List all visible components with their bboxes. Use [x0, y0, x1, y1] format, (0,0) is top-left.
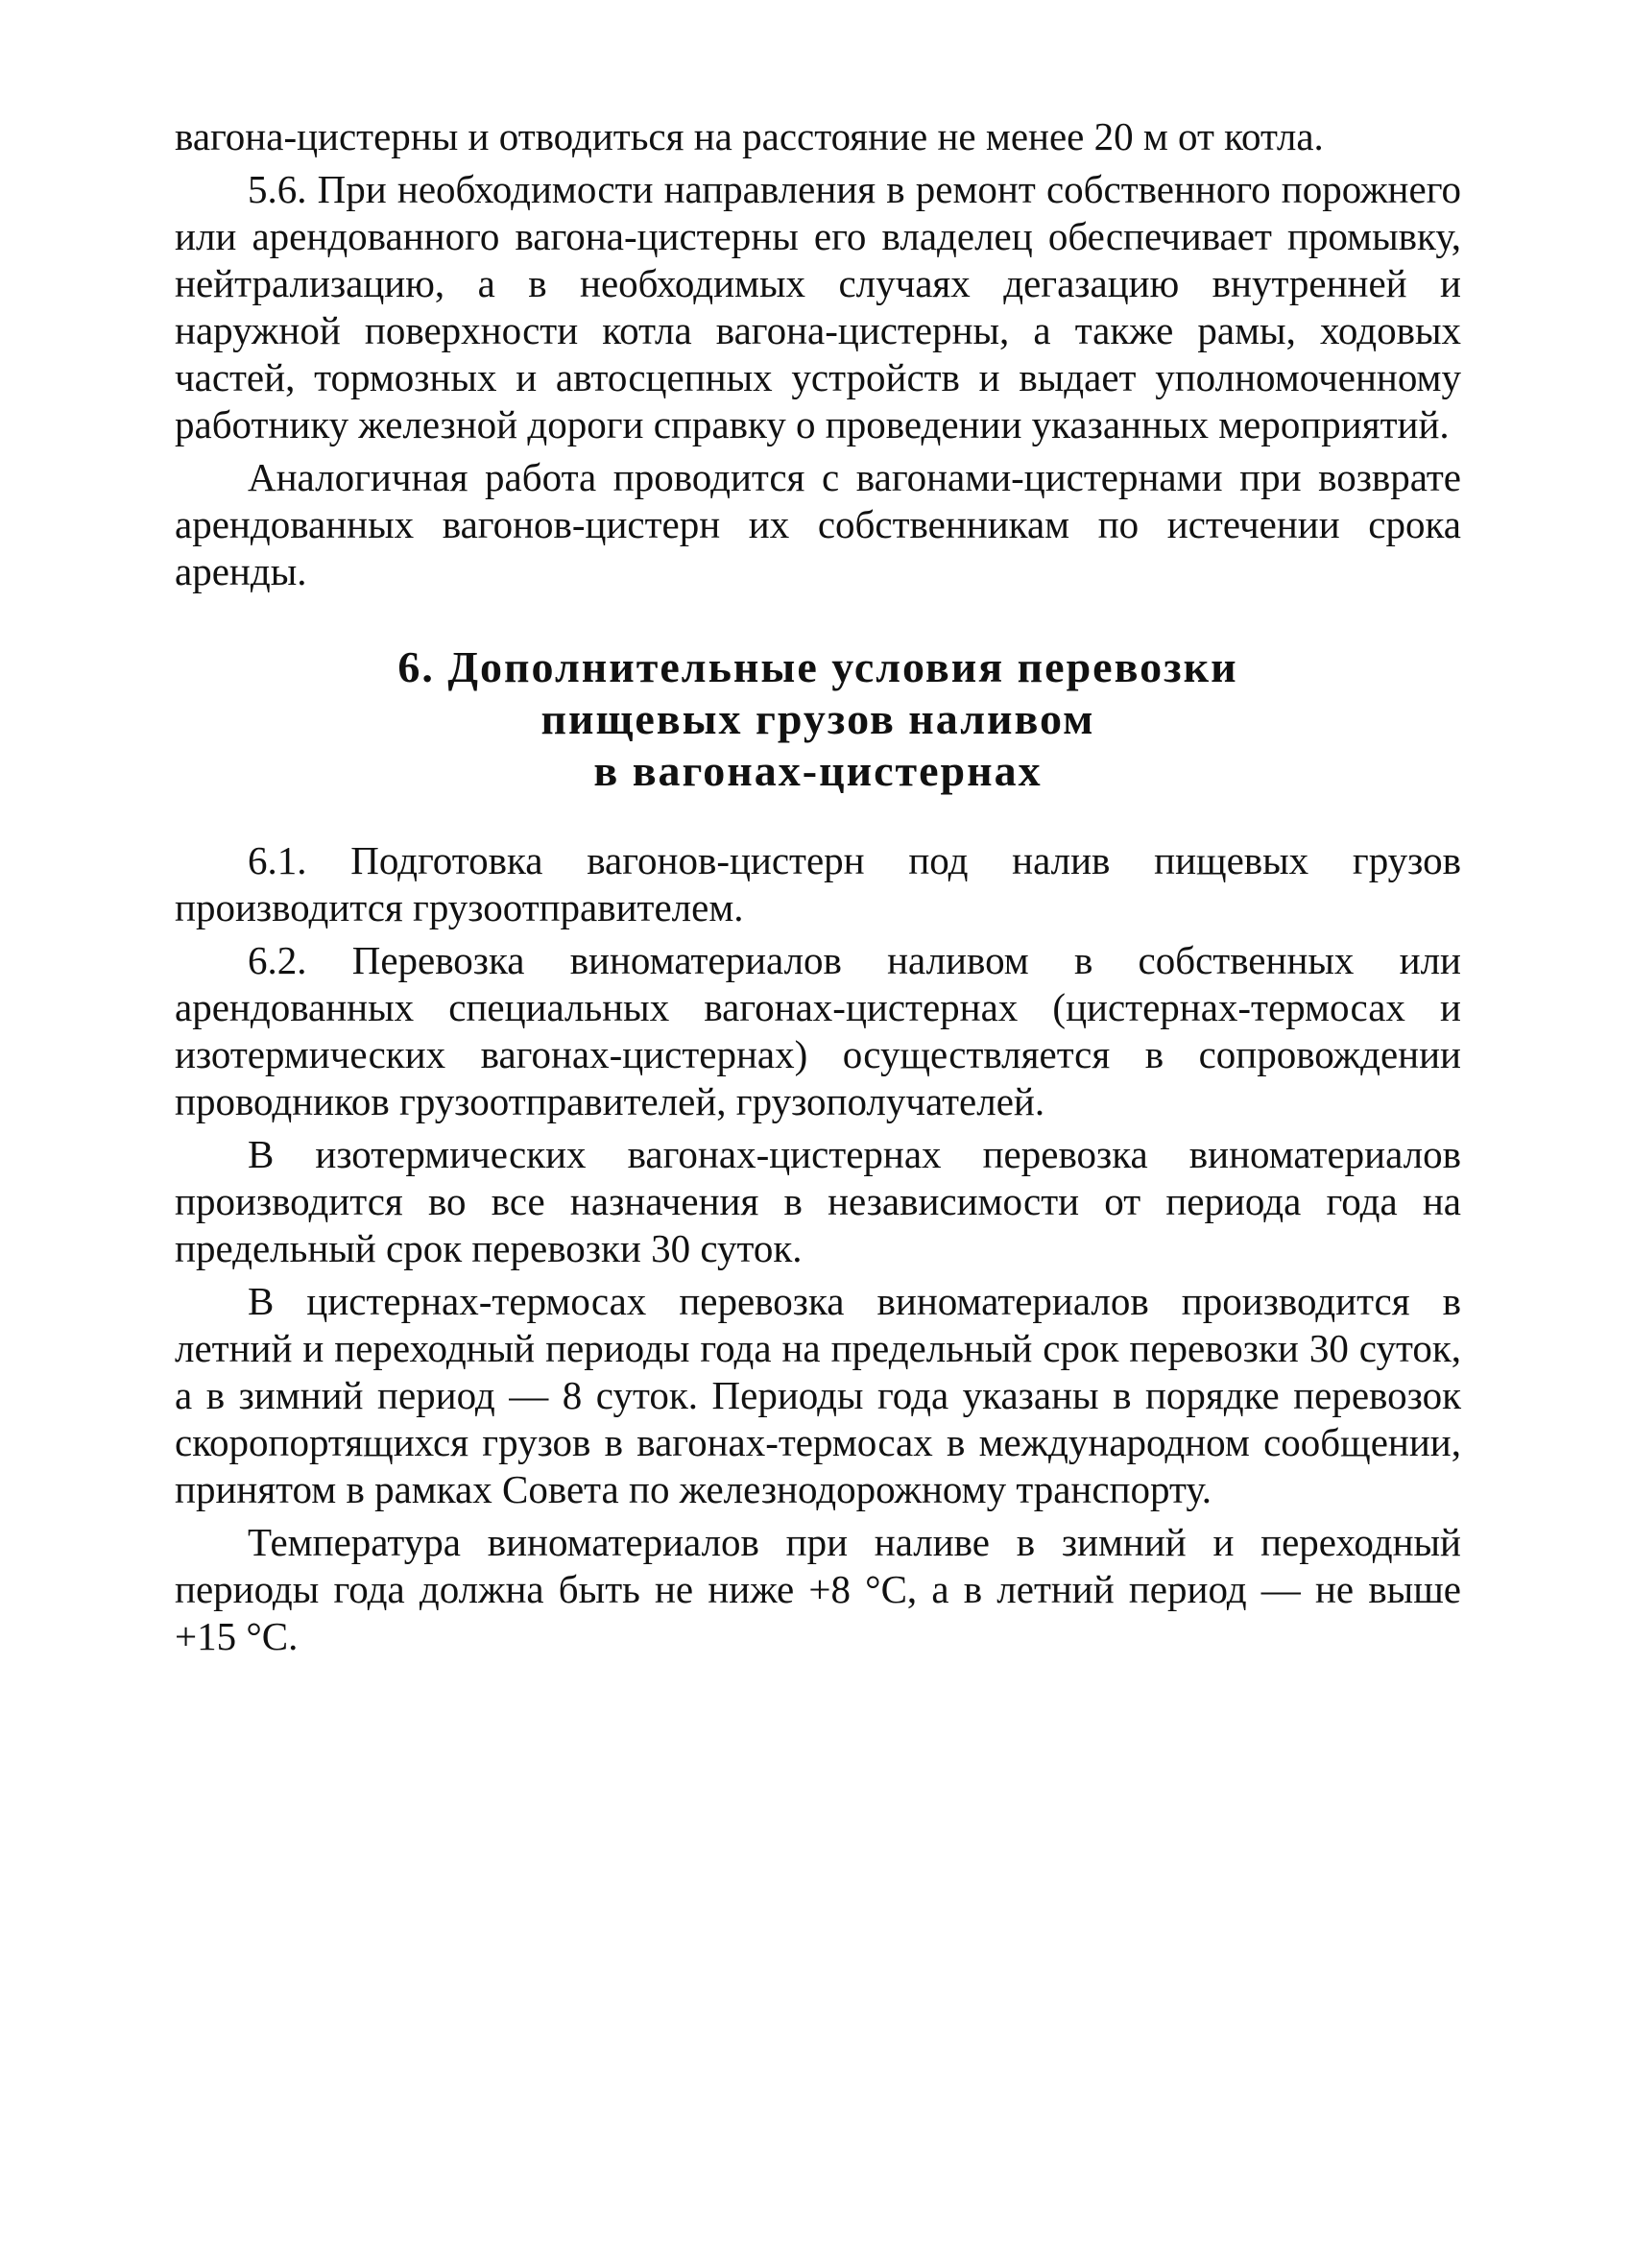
section-heading-line-2: пищевых грузов наливом [540, 694, 1095, 743]
paragraph-thermos: В цистернах-термосах перевозка виноматериалов производится в летний и переходный периоды года на предельный срок перевозки 30 суток, а в зимний период — 8 суток. Периоды года указаны в порядке перевозок скоропортящихся грузов в вагонах-термосах в международном сообщении, принятом в рамках Совета по железнодорожному транспорту. [175, 1279, 1461, 1511]
section-heading-line-1: 6. Дополнительные условия перевозки [397, 642, 1238, 691]
section-heading [175, 641, 1461, 797]
paragraph-isothermal: В изотермических вагонах-цистернах перевозка виноматериалов производится во все назначения в независимости от периода года на предельный срок перевозки 30 суток. [175, 1132, 1461, 1270]
paragraph-6-2: 6.2. Перевозка виноматериалов наливом в собственных или арендованных специальных вагонах-цистернах (цистернах-термосах и изотермических вагонах-цистернах) осуществляется в сопровождении проводников грузоотправителей, грузополучателей. [175, 938, 1461, 1123]
document-page [175, 113, 1461, 1666]
paragraph-5-6: 5.6. При необходимости направления в ремонт собственного порожнего или арендованного вагона-цистерны его владелец обеспечивает промывку, нейтрализацию, а в необходимых случаях дегазацию внутренней и наружной поверхности котла вагона-цистерны, а также рамы, ходовых частей, тормозных и автосцепных устройств и выдает уполномоченному работнику железной дороги справку о проведении указанных мероприятий. [175, 167, 1461, 446]
paragraph-lease-return: Аналогичная работа проводится с вагонами-цистернами при возврате арендованных вагонов-цистерн их собственникам по истечении срока аренды. [175, 455, 1461, 593]
paragraph-continuation: вагона-цистерны и отводиться на расстояние не менее 20 м от котла. [175, 114, 1324, 158]
paragraph-temperature: Температура виноматериалов при наливе в зимний и переходный периоды года должна быть не ниже +8 °С, а в летний период — не выше +15 °С. [175, 1520, 1461, 1658]
paragraph-6-1: 6.1. Подготовка вагонов-цистерн под налив пищевых грузов производится грузоотправителем. [175, 838, 1461, 929]
section-heading-line-3: в вагонах-цистернах [593, 746, 1043, 795]
